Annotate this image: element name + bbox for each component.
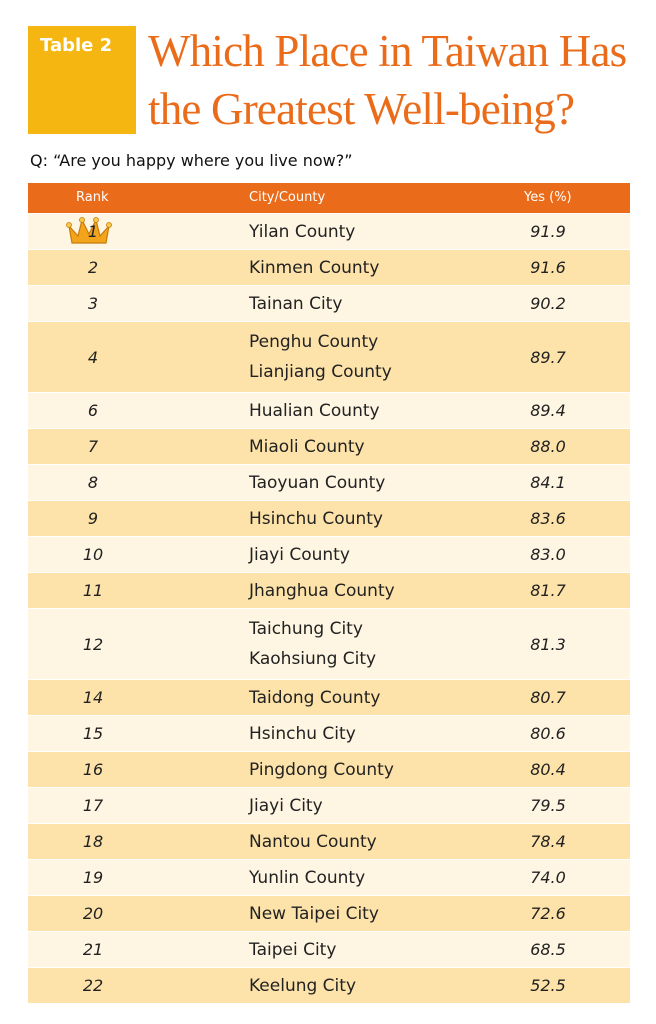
city-name: Taichung City [249,619,363,639]
table-row [28,536,630,572]
rank-cell: 12 [82,634,104,654]
title-line-1: Which Place in Taiwan Has [148,26,627,76]
city-name: Hsinchu City [249,723,356,744]
table-row [28,321,630,392]
badge-label: Table 2 [40,35,113,56]
yes-percent-cell: 91.6 [530,258,566,277]
yes-percent-cell: 83.0 [530,545,566,564]
city-name: Taipei City [249,939,337,960]
table-row [28,679,630,715]
city-cell [249,716,356,751]
yes-percent-cell: 52.5 [530,976,566,995]
yes-percent-cell: 88.0 [530,437,566,456]
table-row [28,572,630,608]
ranking-table [28,183,630,1003]
city-name: Taidong County [249,687,381,708]
city-cell [249,860,365,895]
rank-cell: 17 [82,796,104,815]
table-row [28,967,630,1003]
city-name: Lianjiang County [249,362,392,382]
rank-cell: 16 [82,760,104,779]
city-cell [249,896,379,931]
rank-cell: 8 [87,473,99,492]
yes-percent-cell: 89.4 [530,401,566,420]
city-cell [249,286,342,321]
table-body [28,213,630,1003]
city-name: Yilan County [249,221,356,242]
rank-cell: 4 [87,347,99,367]
rank-cell: 21 [82,940,104,959]
header-yes: Yes (%) [524,190,572,205]
city-cell [249,573,395,608]
city-name: Tainan City [249,293,343,314]
city-name: Jiayi City [249,795,323,816]
city-cell [249,824,377,859]
page-title [148,22,648,138]
table-row [28,464,630,500]
city-name: New Taipei City [249,903,379,924]
table-row [28,392,630,428]
city-name: Jiayi County [249,544,350,565]
yes-percent-cell: 72.6 [530,904,566,923]
rank-cell [28,214,158,249]
city-cell [249,465,385,500]
city-name: Yunlin County [249,867,366,888]
table-header [28,183,630,213]
city-cell [249,968,356,1003]
table-row [28,608,630,679]
title-line-2: the Greatest Well-being? [148,84,575,134]
city-name: Keelung City [249,975,357,996]
table-number-badge [28,26,136,134]
city-cell [249,680,380,715]
city-cell [249,609,376,679]
city-name: Hualian County [249,400,380,421]
yes-percent-cell: 90.2 [530,294,566,313]
city-name: Kaohsiung City [249,649,377,669]
city-name: Miaoli County [249,436,365,457]
rank-cell: 6 [87,401,99,420]
rank-cell: 14 [82,688,104,707]
city-cell [249,393,380,428]
header-rank: Rank [76,190,109,205]
rank-cell: 2 [87,258,99,277]
yes-percent-cell: 83.6 [530,509,566,528]
table-row [28,213,630,249]
yes-percent-cell: 91.9 [530,222,566,241]
city-name: Hsinchu County [249,508,383,529]
rank-cell: 20 [82,904,104,923]
rank-cell: 22 [82,976,104,995]
table-row [28,715,630,751]
city-name: Nantou County [249,831,377,852]
city-name: Taoyuan County [249,472,386,493]
city-name: Kinmen County [249,257,380,278]
city-cell [249,752,394,787]
yes-percent-cell: 74.0 [530,868,566,887]
yes-percent-cell: 80.7 [530,688,566,707]
rank-cell: 7 [87,437,99,456]
city-cell [249,250,379,285]
table-row [28,787,630,823]
rank-cell: 15 [82,724,104,743]
city-cell [249,537,350,572]
city-cell [249,214,355,249]
yes-percent-cell: 79.5 [530,796,566,815]
city-name: Pingdong County [249,759,394,780]
rank-cell: 9 [87,509,99,528]
rank-cell: 18 [82,832,104,851]
city-cell [249,322,392,392]
yes-percent-cell: 80.6 [530,724,566,743]
table-row [28,751,630,787]
city-cell [249,932,336,967]
yes-percent-cell: 81.3 [530,634,566,654]
rank-cell: 19 [82,868,104,887]
survey-question: Q: “Are you happy where you live now?” [30,151,353,170]
city-cell [249,429,365,464]
rank-cell: 10 [82,545,104,564]
rank-number: 1 [87,222,99,241]
yes-percent-cell: 89.7 [530,347,566,367]
yes-percent-cell: 84.1 [530,473,566,492]
rank-cell: 11 [82,581,104,600]
yes-percent-cell: 78.4 [530,832,566,851]
city-name: Penghu County [249,332,379,352]
table-row [28,895,630,931]
table-row [28,428,630,464]
rank-cell: 3 [87,294,99,313]
header-city: City/County [249,190,326,205]
yes-percent-cell: 81.7 [530,581,566,600]
table-row [28,823,630,859]
table-row [28,859,630,895]
city-cell [249,788,323,823]
table-row [28,931,630,967]
city-cell [249,501,383,536]
yes-percent-cell: 80.4 [530,760,566,779]
city-name: Jhanghua County [249,580,395,601]
table-row [28,500,630,536]
yes-percent-cell: 68.5 [530,940,566,959]
table-row [28,249,630,285]
table-row [28,285,630,321]
